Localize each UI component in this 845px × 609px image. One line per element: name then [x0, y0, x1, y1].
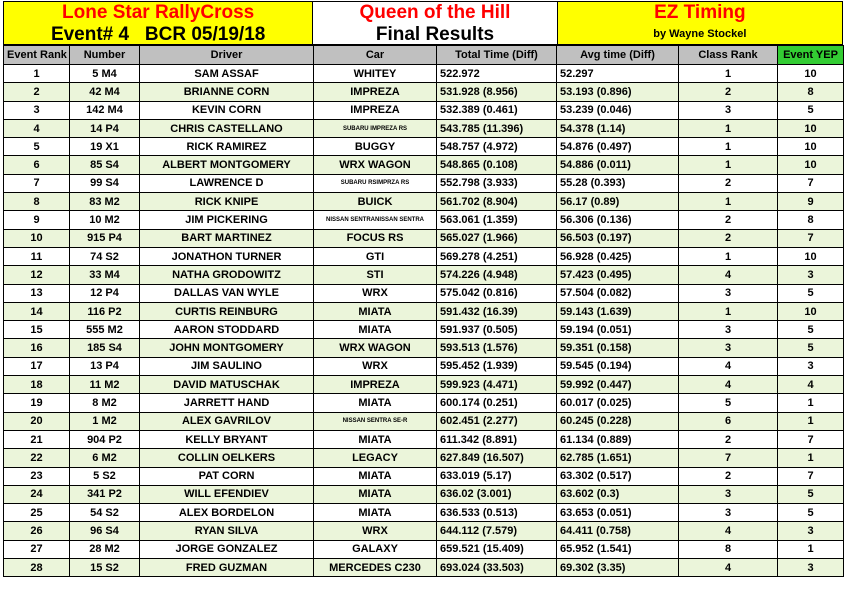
cell-event-rank: 17	[4, 357, 70, 375]
cell-event-yep: 7	[778, 174, 844, 192]
cell-driver: ALBERT MONTGOMERY	[140, 156, 314, 174]
cell-number: 5 M4	[70, 65, 140, 83]
cell-total-time: 633.019 (5.17)	[437, 467, 557, 485]
cell-total-time: 574.226 (4.948)	[437, 266, 557, 284]
cell-class-rank: 2	[679, 430, 778, 448]
table-row	[4, 138, 844, 156]
cell-avg-time: 54.378 (1.14)	[557, 119, 679, 137]
cell-car: GALAXY	[314, 540, 437, 558]
cell-event-yep: 1	[778, 449, 844, 467]
cell-total-time: 591.937 (0.505)	[437, 321, 557, 339]
cell-event-yep: 10	[778, 138, 844, 156]
cell-event-yep: 9	[778, 193, 844, 211]
cell-event-rank: 1	[4, 65, 70, 83]
col-event-rank: Event Rank	[4, 46, 70, 65]
cell-driver: COLLIN OELKERS	[140, 449, 314, 467]
cell-total-time: 644.112 (7.579)	[437, 522, 557, 540]
cell-car: IMPREZA	[314, 101, 437, 119]
cell-avg-time: 59.351 (0.158)	[557, 339, 679, 357]
cell-avg-time: 56.306 (0.136)	[557, 211, 679, 229]
cell-avg-time: 69.302 (3.35)	[557, 559, 679, 577]
cell-event-rank: 4	[4, 119, 70, 137]
table-row	[4, 540, 844, 558]
table-row	[4, 430, 844, 448]
cell-total-time: 595.452 (1.939)	[437, 357, 557, 375]
cell-event-yep: 8	[778, 83, 844, 101]
cell-event-yep: 5	[778, 101, 844, 119]
cell-car: WRX	[314, 284, 437, 302]
cell-class-rank: 4	[679, 376, 778, 394]
cell-car: LEGACY	[314, 449, 437, 467]
cell-avg-time: 60.245 (0.228)	[557, 412, 679, 430]
cell-total-time: 636.02 (3.001)	[437, 485, 557, 503]
cell-class-rank: 5	[679, 394, 778, 412]
table-row	[4, 156, 844, 174]
cell-driver: JONATHON TURNER	[140, 247, 314, 265]
cell-total-time: 693.024 (33.503)	[437, 559, 557, 577]
cell-number: 13 P4	[70, 357, 140, 375]
table-row	[4, 339, 844, 357]
table-row	[4, 229, 844, 247]
cell-car: MIATA	[314, 485, 437, 503]
cell-event-yep: 4	[778, 376, 844, 394]
cell-avg-time: 54.886 (0.011)	[557, 156, 679, 174]
cell-driver: DALLAS VAN WYLE	[140, 284, 314, 302]
cell-total-time: 561.702 (8.904)	[437, 193, 557, 211]
cell-total-time: 599.923 (4.471)	[437, 376, 557, 394]
cell-event-rank: 23	[4, 467, 70, 485]
cell-total-time: 636.533 (0.513)	[437, 504, 557, 522]
cell-car: IMPREZA	[314, 83, 437, 101]
cell-number: 12 P4	[70, 284, 140, 302]
table-row	[4, 65, 844, 83]
cell-number: 1 M2	[70, 412, 140, 430]
cell-total-time: 593.513 (1.576)	[437, 339, 557, 357]
cell-event-yep: 3	[778, 522, 844, 540]
cell-driver: JIM SAULINO	[140, 357, 314, 375]
cell-class-rank: 2	[679, 83, 778, 101]
results-sheet	[3, 1, 843, 577]
cell-event-rank: 22	[4, 449, 70, 467]
cell-event-yep: 10	[778, 65, 844, 83]
cell-class-rank: 7	[679, 449, 778, 467]
cell-driver: BART MARTINEZ	[140, 229, 314, 247]
cell-car: BUGGY	[314, 138, 437, 156]
cell-car: WRX WAGON	[314, 156, 437, 174]
cell-total-time: 563.061 (1.359)	[437, 211, 557, 229]
cell-driver: JOHN MONTGOMERY	[140, 339, 314, 357]
table-row	[4, 193, 844, 211]
col-number: Number	[70, 46, 140, 65]
event-line: Event# 4 BCR 05/19/18	[50, 24, 266, 45]
cell-event-rank: 12	[4, 266, 70, 284]
cell-class-rank: 2	[679, 467, 778, 485]
cell-event-yep: 1	[778, 394, 844, 412]
cell-driver: PAT CORN	[140, 467, 314, 485]
cell-number: 33 M4	[70, 266, 140, 284]
table-row	[4, 449, 844, 467]
cell-driver: ALEX GAVRILOV	[140, 412, 314, 430]
table-row	[4, 284, 844, 302]
cell-event-rank: 24	[4, 485, 70, 503]
cell-class-rank: 3	[679, 504, 778, 522]
cell-number: 142 M4	[70, 101, 140, 119]
cell-number: 10 M2	[70, 211, 140, 229]
cell-number: 15 S2	[70, 559, 140, 577]
cell-driver: LAWRENCE D	[140, 174, 314, 192]
cell-avg-time: 57.504 (0.082)	[557, 284, 679, 302]
cell-class-rank: 8	[679, 540, 778, 558]
table-row	[4, 522, 844, 540]
cell-number: 904 P2	[70, 430, 140, 448]
cell-class-rank: 2	[679, 229, 778, 247]
cell-avg-time: 64.411 (0.758)	[557, 522, 679, 540]
cell-avg-time: 53.193 (0.896)	[557, 83, 679, 101]
cell-car: STI	[314, 266, 437, 284]
cell-car: IMPREZA	[314, 376, 437, 394]
cell-car: WHITEY	[314, 65, 437, 83]
table-row	[4, 83, 844, 101]
cell-car: MIATA	[314, 321, 437, 339]
cell-driver: NATHA GRODOWITZ	[140, 266, 314, 284]
cell-event-rank: 28	[4, 559, 70, 577]
event-title: Queen of the Hill	[359, 2, 511, 23]
cell-number: 19 X1	[70, 138, 140, 156]
cell-driver: DAVID MATUSCHAK	[140, 376, 314, 394]
cell-event-rank: 9	[4, 211, 70, 229]
cell-number: 54 S2	[70, 504, 140, 522]
cell-class-rank: 4	[679, 559, 778, 577]
table-row	[4, 174, 844, 192]
timing-cell	[558, 2, 842, 44]
cell-event-rank: 2	[4, 83, 70, 101]
cell-event-rank: 3	[4, 101, 70, 119]
cell-event-yep: 7	[778, 467, 844, 485]
cell-number: 96 S4	[70, 522, 140, 540]
cell-car: MIATA	[314, 430, 437, 448]
cell-event-rank: 16	[4, 339, 70, 357]
cell-avg-time: 63.302 (0.517)	[557, 467, 679, 485]
cell-event-rank: 19	[4, 394, 70, 412]
cell-total-time: 659.521 (15.409)	[437, 540, 557, 558]
timing-name: EZ Timing	[654, 2, 746, 23]
cell-car: MIATA	[314, 394, 437, 412]
cell-class-rank: 4	[679, 522, 778, 540]
cell-event-rank: 18	[4, 376, 70, 394]
cell-driver: RICK RAMIREZ	[140, 138, 314, 156]
cell-avg-time: 60.017 (0.025)	[557, 394, 679, 412]
cell-avg-time: 61.134 (0.889)	[557, 430, 679, 448]
cell-event-yep: 3	[778, 357, 844, 375]
cell-event-rank: 11	[4, 247, 70, 265]
cell-total-time: 532.389 (0.461)	[437, 101, 557, 119]
cell-event-rank: 10	[4, 229, 70, 247]
table-row	[4, 357, 844, 375]
cell-number: 915 P4	[70, 229, 140, 247]
table-row	[4, 101, 844, 119]
cell-number: 85 S4	[70, 156, 140, 174]
cell-car: WRX	[314, 357, 437, 375]
cell-car: MIATA	[314, 302, 437, 320]
cell-avg-time: 55.28 (0.393)	[557, 174, 679, 192]
table-row	[4, 485, 844, 503]
cell-event-yep: 5	[778, 339, 844, 357]
cell-driver: SAM ASSAF	[140, 65, 314, 83]
column-header-row	[4, 46, 844, 65]
cell-avg-time: 63.602 (0.3)	[557, 485, 679, 503]
col-avg-time: Avg time (Diff)	[557, 46, 679, 65]
table-row	[4, 504, 844, 522]
cell-class-rank: 1	[679, 156, 778, 174]
cell-driver: CURTIS REINBURG	[140, 302, 314, 320]
table-row	[4, 394, 844, 412]
cell-car: MIATA	[314, 467, 437, 485]
cell-driver: KELLY BRYANT	[140, 430, 314, 448]
cell-event-yep: 3	[778, 266, 844, 284]
cell-event-rank: 15	[4, 321, 70, 339]
cell-avg-time: 56.503 (0.197)	[557, 229, 679, 247]
cell-number: 116 P2	[70, 302, 140, 320]
results-banner	[3, 1, 843, 45]
cell-event-yep: 5	[778, 485, 844, 503]
cell-class-rank: 1	[679, 65, 778, 83]
cell-driver: RICK KNIPE	[140, 193, 314, 211]
cell-class-rank: 4	[679, 357, 778, 375]
cell-driver: CHRIS CASTELLANO	[140, 119, 314, 137]
cell-class-rank: 4	[679, 266, 778, 284]
cell-car: NISSAN SENTRA SE-R	[314, 412, 437, 430]
cell-car: WRX WAGON	[314, 339, 437, 357]
cell-event-yep: 10	[778, 302, 844, 320]
table-row	[4, 211, 844, 229]
table-row	[4, 247, 844, 265]
table-row	[4, 559, 844, 577]
cell-event-rank: 27	[4, 540, 70, 558]
cell-number: 83 M2	[70, 193, 140, 211]
cell-avg-time: 57.423 (0.495)	[557, 266, 679, 284]
cell-event-yep: 8	[778, 211, 844, 229]
col-driver: Driver	[140, 46, 314, 65]
cell-car: SUBARU IMPREZA RS	[314, 119, 437, 137]
cell-driver: FRED GUZMAN	[140, 559, 314, 577]
cell-total-time: 548.865 (0.108)	[437, 156, 557, 174]
table-row	[4, 119, 844, 137]
cell-avg-time: 56.17 (0.89)	[557, 193, 679, 211]
table-row	[4, 376, 844, 394]
cell-total-time: 602.451 (2.277)	[437, 412, 557, 430]
cell-total-time: 543.785 (11.396)	[437, 119, 557, 137]
cell-event-rank: 6	[4, 156, 70, 174]
cell-number: 341 P2	[70, 485, 140, 503]
cell-total-time: 627.849 (16.507)	[437, 449, 557, 467]
cell-number: 99 S4	[70, 174, 140, 192]
cell-avg-time: 59.545 (0.194)	[557, 357, 679, 375]
cell-event-yep: 7	[778, 229, 844, 247]
col-class-rank: Class Rank	[679, 46, 778, 65]
cell-event-yep: 7	[778, 430, 844, 448]
cell-event-rank: 8	[4, 193, 70, 211]
cell-class-rank: 1	[679, 247, 778, 265]
cell-driver: JIM PICKERING	[140, 211, 314, 229]
cell-class-rank: 2	[679, 174, 778, 192]
cell-avg-time: 65.952 (1.541)	[557, 540, 679, 558]
cell-number: 14 P4	[70, 119, 140, 137]
cell-car: BUICK	[314, 193, 437, 211]
cell-avg-time: 59.992 (0.447)	[557, 376, 679, 394]
cell-number: 185 S4	[70, 339, 140, 357]
table-row	[4, 467, 844, 485]
cell-total-time: 575.042 (0.816)	[437, 284, 557, 302]
cell-event-rank: 13	[4, 284, 70, 302]
cell-car: WRX	[314, 522, 437, 540]
cell-driver: JARRETT HAND	[140, 394, 314, 412]
cell-class-rank: 3	[679, 284, 778, 302]
cell-total-time: 600.174 (0.251)	[437, 394, 557, 412]
cell-avg-time: 59.143 (1.639)	[557, 302, 679, 320]
cell-event-yep: 3	[778, 559, 844, 577]
cell-event-rank: 26	[4, 522, 70, 540]
cell-avg-time: 52.297	[557, 65, 679, 83]
cell-event-yep: 10	[778, 247, 844, 265]
cell-avg-time: 59.194 (0.051)	[557, 321, 679, 339]
cell-class-rank: 1	[679, 302, 778, 320]
cell-driver: BRIANNE CORN	[140, 83, 314, 101]
cell-avg-time: 63.653 (0.051)	[557, 504, 679, 522]
cell-event-yep: 10	[778, 156, 844, 174]
cell-class-rank: 3	[679, 339, 778, 357]
table-row	[4, 302, 844, 320]
cell-total-time: 522.972	[437, 65, 557, 83]
cell-event-yep: 5	[778, 284, 844, 302]
cell-total-time: 569.278 (4.251)	[437, 247, 557, 265]
cell-number: 555 M2	[70, 321, 140, 339]
cell-number: 11 M2	[70, 376, 140, 394]
cell-avg-time: 56.928 (0.425)	[557, 247, 679, 265]
cell-number: 28 M2	[70, 540, 140, 558]
cell-avg-time: 54.876 (0.497)	[557, 138, 679, 156]
cell-event-rank: 7	[4, 174, 70, 192]
series-name: Lone Star RallyCross	[62, 2, 255, 23]
cell-event-yep: 5	[778, 321, 844, 339]
table-row	[4, 266, 844, 284]
cell-class-rank: 1	[679, 193, 778, 211]
cell-avg-time: 62.785 (1.651)	[557, 449, 679, 467]
cell-total-time: 552.798 (3.933)	[437, 174, 557, 192]
cell-number: 74 S2	[70, 247, 140, 265]
series-cell	[4, 2, 313, 44]
cell-class-rank: 3	[679, 101, 778, 119]
cell-car: MIATA	[314, 504, 437, 522]
table-row	[4, 412, 844, 430]
results-table	[3, 45, 844, 577]
cell-total-time: 565.027 (1.966)	[437, 229, 557, 247]
cell-car: MERCEDES C230	[314, 559, 437, 577]
event-subtitle: Final Results	[375, 24, 495, 45]
cell-class-rank: 3	[679, 321, 778, 339]
cell-class-rank: 1	[679, 119, 778, 137]
cell-car: FOCUS RS	[314, 229, 437, 247]
cell-car: SUBARU RSIMPRZA RS	[314, 174, 437, 192]
cell-class-rank: 6	[679, 412, 778, 430]
cell-driver: RYAN SILVA	[140, 522, 314, 540]
cell-number: 42 M4	[70, 83, 140, 101]
cell-event-rank: 14	[4, 302, 70, 320]
cell-total-time: 591.432 (16.39)	[437, 302, 557, 320]
cell-car: NISSAN SENTRANISSAN SENTRA	[314, 211, 437, 229]
cell-total-time: 548.757 (4.972)	[437, 138, 557, 156]
cell-event-rank: 5	[4, 138, 70, 156]
cell-event-yep: 5	[778, 504, 844, 522]
cell-class-rank: 2	[679, 211, 778, 229]
cell-total-time: 531.928 (8.956)	[437, 83, 557, 101]
col-total-time: Total Time (Diff)	[437, 46, 557, 65]
col-event-yep: Event YEP	[778, 46, 844, 65]
cell-class-rank: 1	[679, 138, 778, 156]
cell-driver: AARON STODDARD	[140, 321, 314, 339]
cell-driver: ALEX BORDELON	[140, 504, 314, 522]
col-car: Car	[314, 46, 437, 65]
cell-driver: JORGE GONZALEZ	[140, 540, 314, 558]
cell-event-yep: 1	[778, 540, 844, 558]
cell-driver: KEVIN CORN	[140, 101, 314, 119]
cell-number: 6 M2	[70, 449, 140, 467]
cell-car: GTI	[314, 247, 437, 265]
cell-driver: WILL EFENDIEV	[140, 485, 314, 503]
event-title-cell	[313, 2, 557, 44]
cell-event-rank: 21	[4, 430, 70, 448]
cell-class-rank: 3	[679, 485, 778, 503]
timing-credit: by Wayne Stockel	[653, 28, 747, 40]
cell-number: 8 M2	[70, 394, 140, 412]
cell-number: 5 S2	[70, 467, 140, 485]
table-row	[4, 321, 844, 339]
cell-total-time: 611.342 (8.891)	[437, 430, 557, 448]
cell-event-yep: 1	[778, 412, 844, 430]
cell-event-rank: 20	[4, 412, 70, 430]
cell-event-rank: 25	[4, 504, 70, 522]
cell-event-yep: 10	[778, 119, 844, 137]
cell-avg-time: 53.239 (0.046)	[557, 101, 679, 119]
